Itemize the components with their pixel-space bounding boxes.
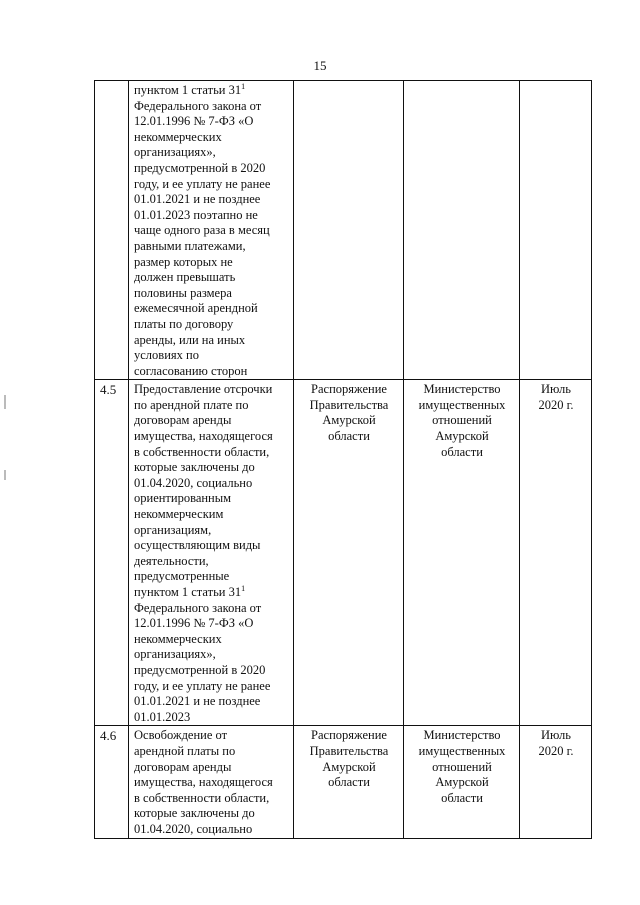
description-line: Освобождение от [134,728,228,743]
legal-act [294,81,404,380]
measure-description [129,726,294,838]
description-line: по арендной плате по [134,397,249,412]
deadline [520,81,592,380]
legal-act-line: Правительства [309,743,389,758]
description-line: платы по договору [134,316,234,331]
description-line: 01.01.2023 [134,709,191,724]
description-line: Федерального закона от [134,98,262,113]
deadline [520,726,592,838]
description-line [134,83,289,99]
description-line: в собственности области, [134,790,270,805]
description-line: 01.04.2020, социально [134,821,253,836]
description-line-main: пунктом 1 статьи 31 [134,585,242,599]
description-line: согласованию сторон [134,363,248,378]
description-line: равными платежами, [134,238,246,253]
legal-act-line: Распоряжение [311,382,387,397]
description-line: ежемесячной арендной [134,301,258,316]
description-line: 01.01.2021 и не позднее [134,192,261,207]
description-line [134,585,289,601]
legal-act-line: Амурской [322,413,376,428]
responsible-line: Министерство [423,382,501,397]
description-line: предусмотренной в 2020 [134,160,266,175]
description-line: арендной платы по [134,743,236,758]
description-line: Предоставление отсрочки [134,382,273,397]
superscript: 1 [241,81,246,91]
item-number: 4.5 [95,380,129,726]
legal-act [294,726,404,838]
responsible-body [404,81,520,380]
measures-table-body [95,81,592,839]
responsible-line: Амурской [435,429,489,444]
description-line: ориентированным [134,491,232,506]
responsible-line: Амурской [435,775,489,790]
description-line: году, и ее уплату не ранее [134,678,271,693]
table-row [95,726,592,838]
responsible-line: отношений [432,759,492,774]
description-line: 01.01.2023 поэтапно не [134,207,258,222]
deadline-line: 2020 г. [538,743,574,758]
description-line: размер которых не [134,254,233,269]
description-line: чаще одного раза в месяц [134,223,270,238]
responsible-line: имущественных [418,397,506,412]
responsible-line: области [441,790,483,805]
responsible-line: области [441,444,483,459]
description-line-main: пунктом 1 статьи 31 [134,83,242,97]
scan-edge-mark [4,395,6,409]
description-line: деятельности, [134,553,209,568]
description-line: предусмотренные [134,569,230,584]
description-line: некоммерческим [134,507,224,522]
description-line: договорам аренды [134,413,232,428]
responsible-line: Министерство [423,728,501,743]
page-number: 15 [313,58,327,73]
description-line: имущества, находящегося [134,429,273,444]
description-line: которые заключены до [134,806,255,821]
item-number [95,81,129,380]
table-row [95,81,592,380]
responsible-line: имущественных [418,743,506,758]
description-line: году, и ее уплату не ранее [134,176,271,191]
measures-table [94,80,592,839]
legal-act [294,380,404,726]
description-line: предусмотренной в 2020 [134,662,266,677]
description-line: условиях по [134,348,199,363]
description-line: половины размера [134,285,232,300]
description-line: некоммерческих [134,631,222,646]
description-line: имущества, находящегося [134,775,273,790]
deadline-line: 2020 г. [538,397,574,412]
legal-act-line: области [328,775,370,790]
description-line: организациям, [134,522,212,537]
description-line: в собственности области, [134,444,270,459]
deadline-line: Июль [541,728,571,743]
table-row [95,380,592,726]
deadline-line: Июль [541,382,571,397]
description-line: осуществляющим виды [134,538,261,553]
responsible-body [404,380,520,726]
description-line: 01.01.2021 и не позднее [134,694,261,709]
description-line: некоммерческих [134,129,222,144]
description-line: которые заключены до [134,460,255,475]
scan-edge-mark [4,470,6,480]
legal-act-line: Правительства [309,397,389,412]
responsible-body [404,726,520,838]
description-line: организациях», [134,647,216,662]
description-line: аренды, или на иных [134,332,246,347]
legal-act-line: Амурской [322,759,376,774]
description-line: 01.04.2020, социально [134,475,253,490]
legal-act-line: Распоряжение [311,728,387,743]
measure-description [129,81,294,380]
item-number: 4.6 [95,726,129,838]
description-line: 12.01.1996 № 7-ФЗ «О [134,114,254,129]
description-line: организациях», [134,145,216,160]
measure-description [129,380,294,726]
responsible-line: отношений [432,413,492,428]
superscript: 1 [241,583,246,593]
description-line: 12.01.1996 № 7-ФЗ «О [134,616,254,631]
description-line: должен превышать [134,270,236,285]
description-line: Федерального закона от [134,600,262,615]
description-line: договорам аренды [134,759,232,774]
deadline [520,380,592,726]
legal-act-line: области [328,429,370,444]
